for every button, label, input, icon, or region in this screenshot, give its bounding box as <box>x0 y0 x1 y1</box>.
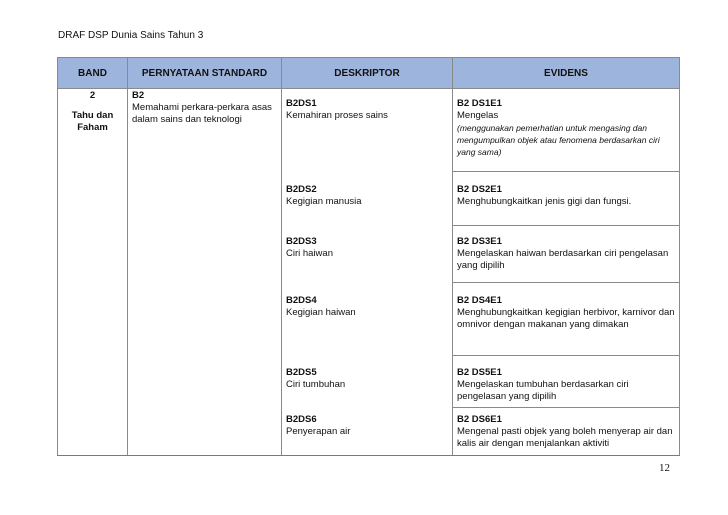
evidens-entry <box>453 236 679 272</box>
descriptor-text: Kemahiran proses sains <box>286 110 388 121</box>
evidens-code: B2 DS5E1 <box>457 367 502 378</box>
evidens-entry <box>453 184 679 208</box>
evidens-text: Mengenal pasti objek yang boleh menyerap air dan kalis air dengan menjalankan aktiviti <box>457 426 673 449</box>
descriptor-entry <box>286 367 448 391</box>
row-divider <box>453 355 679 356</box>
descriptor-text: Kegigian manusia <box>286 196 362 207</box>
row-divider <box>453 225 679 226</box>
evidens-entry <box>453 295 679 331</box>
descriptor-entry <box>286 184 448 208</box>
descriptor-code: B2DS4 <box>286 295 317 306</box>
descriptor-code: B2DS5 <box>286 367 317 378</box>
document-header: DRAF DSP Dunia Sains Tahun 3 <box>58 30 204 41</box>
evidens-code: B2 DS1E1 <box>457 98 502 109</box>
descriptor-code: B2DS1 <box>286 98 317 109</box>
descriptor-entry <box>286 414 448 438</box>
descriptor-entry <box>286 98 448 122</box>
descriptor-text: Kegigian haiwan <box>286 307 356 318</box>
row-divider <box>453 282 679 283</box>
table-header-row <box>58 58 679 89</box>
evidens-text: Menghubungkaitkan kegigian herbivor, karnivor dan omnivor dengan makanan yang dimakan <box>457 307 675 330</box>
band-level-line-1: Tahu dan <box>71 110 114 121</box>
band-cell <box>58 89 128 455</box>
header-evidens: EVIDENS <box>544 67 588 79</box>
descriptor-code: B2DS3 <box>286 236 317 247</box>
evidens-entry <box>453 367 679 403</box>
descriptor-text: Penyerapan air <box>286 426 351 437</box>
band-level-line-2: Faham <box>77 122 108 133</box>
evidens-code: B2 DS4E1 <box>457 295 502 306</box>
evidens-column <box>453 89 679 455</box>
band-table <box>57 57 680 456</box>
descriptor-text: Ciri tumbuhan <box>286 379 346 390</box>
evidens-entry <box>453 414 679 450</box>
descriptor-column <box>282 89 453 455</box>
header-band: BAND <box>58 58 128 88</box>
evidens-text: Menghubungkaitkan jenis gigi dan fungsi. <box>457 196 632 207</box>
footer-rule <box>57 455 680 456</box>
evidens-entry <box>453 98 679 158</box>
row-divider <box>453 407 679 408</box>
band-level <box>58 110 127 134</box>
standard-code: B2 <box>132 90 145 101</box>
evidens-code: B2 DS2E1 <box>457 184 502 195</box>
evidens-code: B2 DS6E1 <box>457 414 502 425</box>
descriptor-text: Ciri haiwan <box>286 248 333 259</box>
evidens-code: B2 DS3E1 <box>457 236 502 247</box>
evidens-text: Mengelas <box>457 110 499 121</box>
page-number: 12 <box>659 462 670 474</box>
descriptor-entry <box>286 295 448 319</box>
band-number: 2 <box>89 90 96 101</box>
table-body <box>58 89 679 455</box>
descriptor-entry <box>286 236 448 260</box>
standard-text: Memahami perkara-perkara asas dalam sains dan teknologi <box>132 102 272 125</box>
standard-cell <box>128 89 282 455</box>
header-pernyataan-standard: PERNYATAAN STANDARD <box>128 58 282 88</box>
descriptor-code: B2DS2 <box>286 184 317 195</box>
row-divider <box>453 171 679 172</box>
evidens-note: (menggunakan pemerhatian untuk mengasing dan mengumpulkan objek atau fenomena berdasarkan ciri yang sama) <box>457 123 660 157</box>
header-deskriptor: DESKRIPTOR <box>282 58 453 88</box>
descriptor-code: B2DS6 <box>286 414 317 425</box>
evidens-text: Mengelaskan haiwan berdasarkan ciri pengelasan yang dipilih <box>457 248 669 271</box>
evidens-text: Mengelaskan tumbuhan berdasarkan ciri pengelasan yang dipilih <box>457 379 629 402</box>
